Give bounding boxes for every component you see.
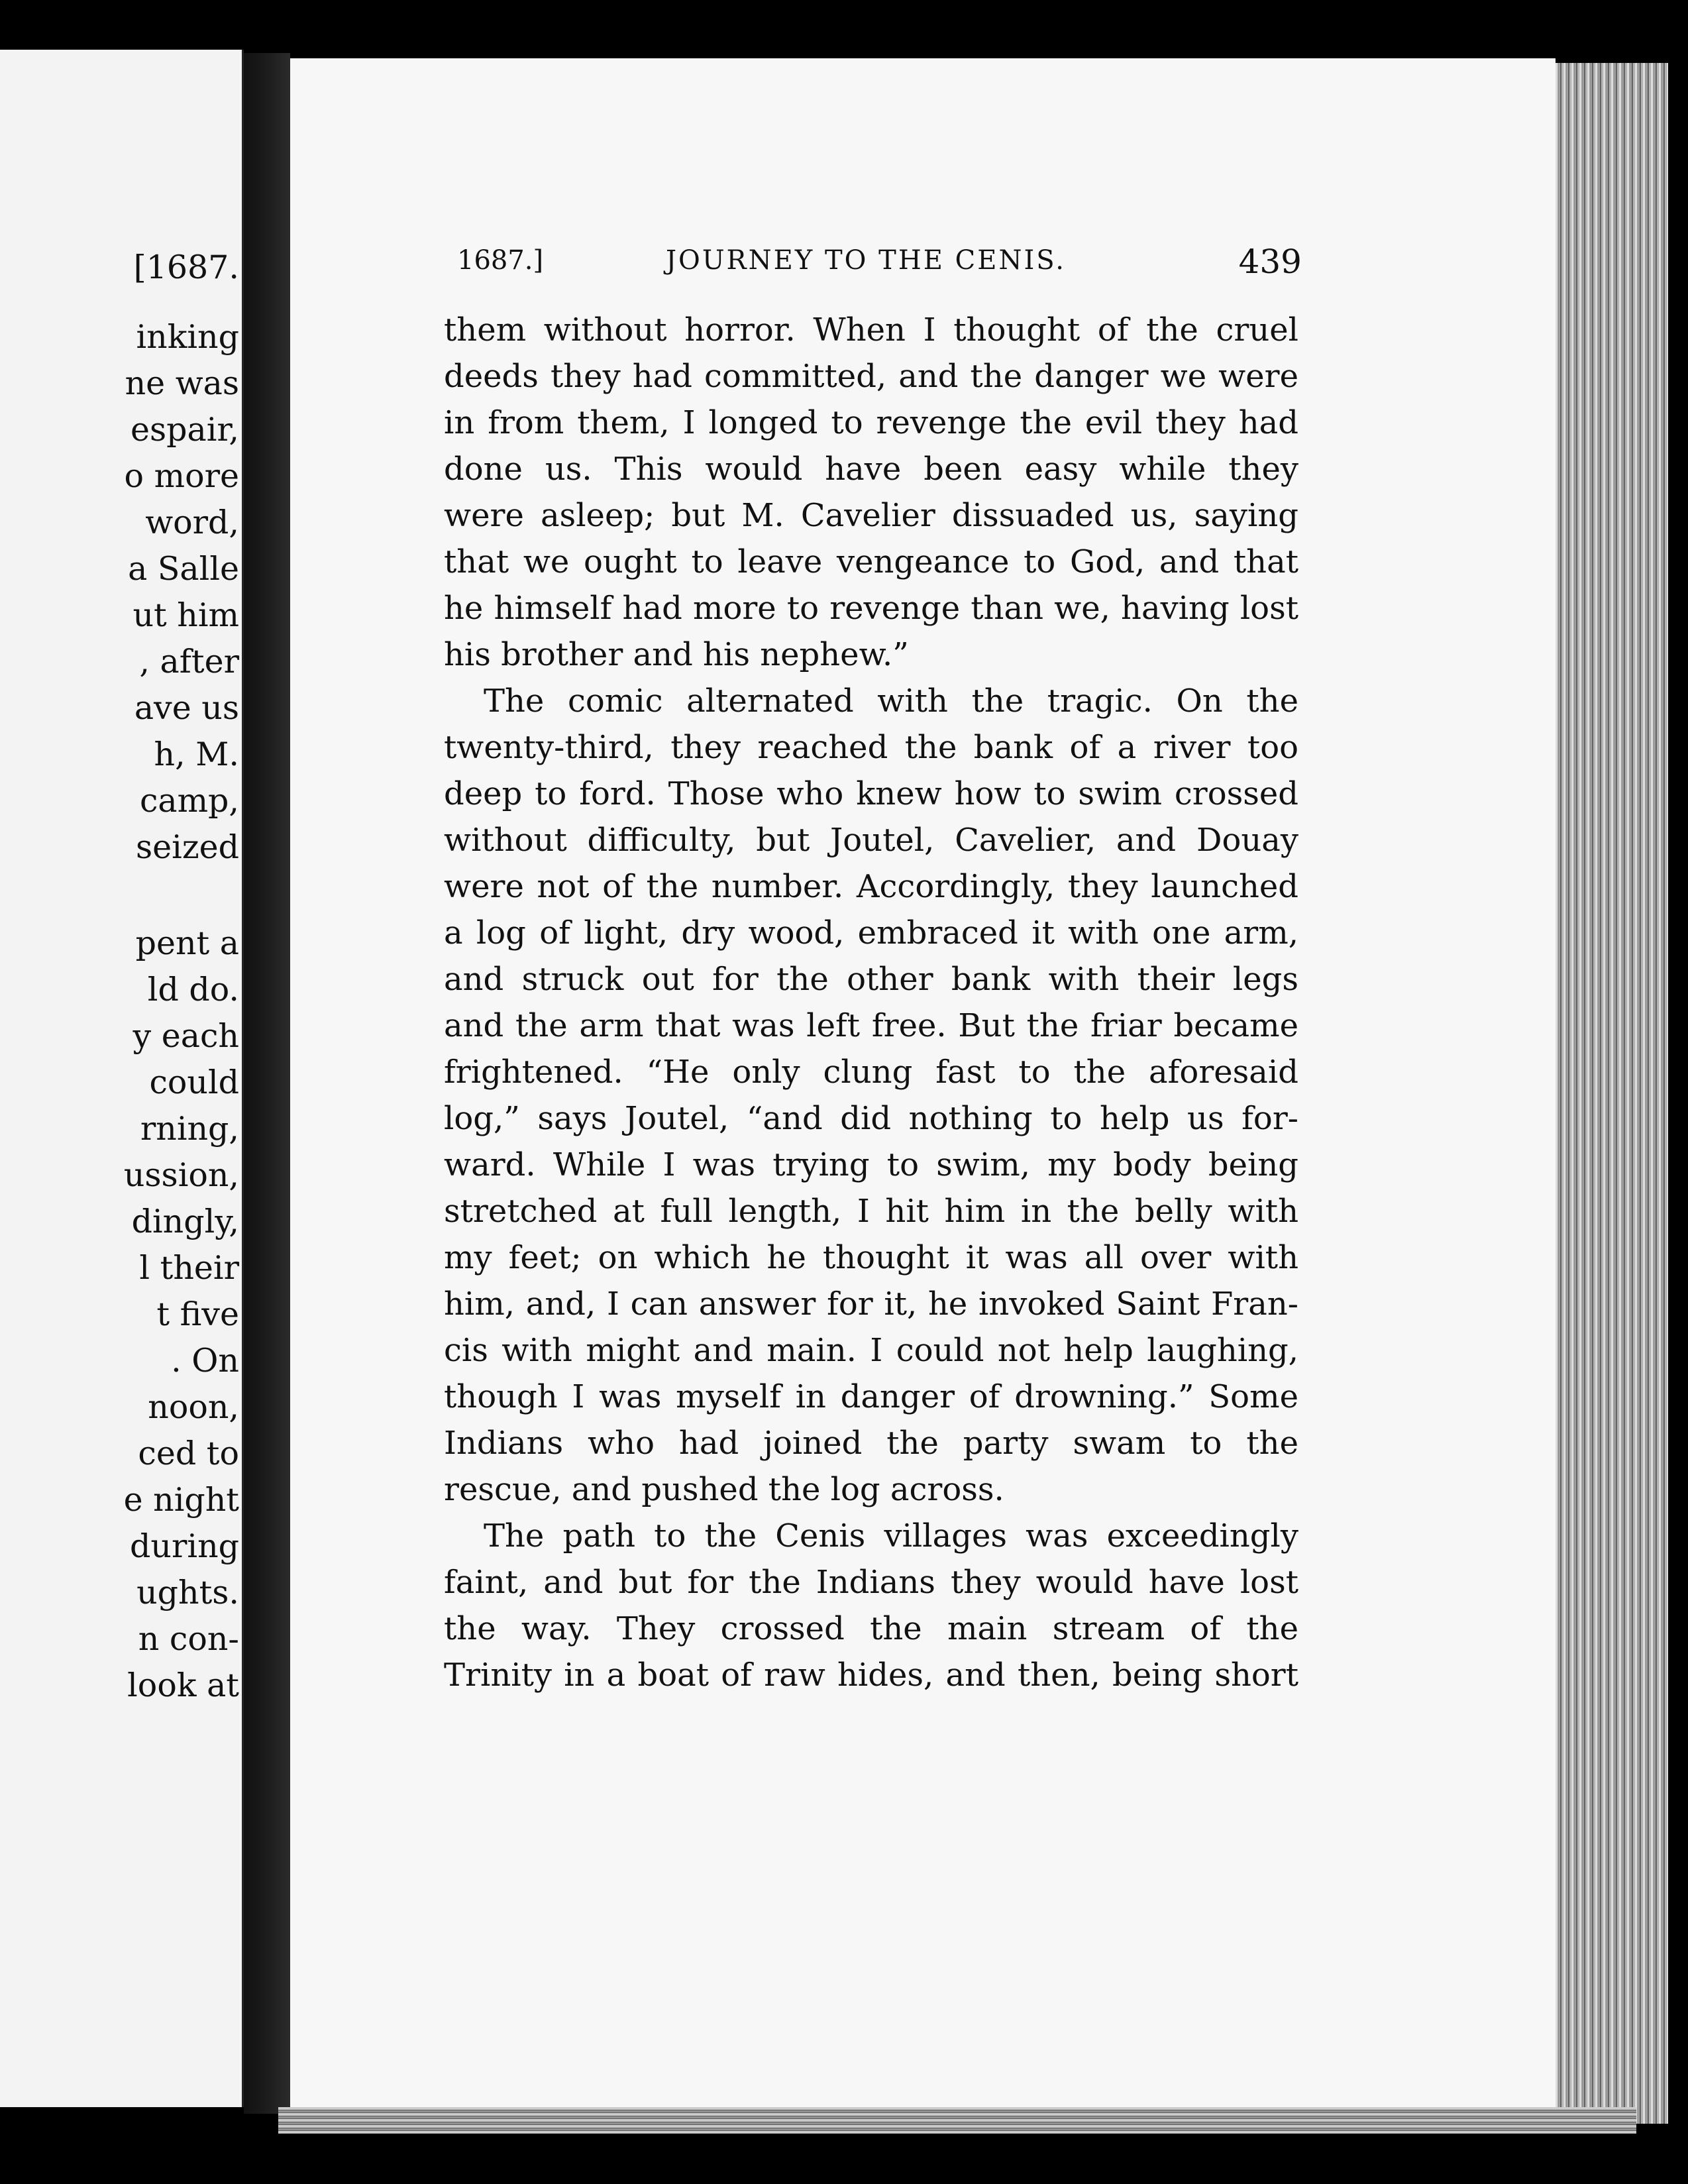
left-page-line: , after [139, 643, 239, 681]
page-edge [1556, 63, 1668, 2124]
left-page-line: rning, [140, 1110, 239, 1148]
book-gutter [244, 53, 290, 2114]
text-line: him, and, I can answer for it, he invoked Saint Fran- [444, 1285, 1298, 1323]
text-line: a log of light, dry wood, embraced it with one arm, [444, 914, 1298, 952]
left-page-line: y each [132, 1017, 239, 1055]
text-line: rescue, and pushed the log across. [444, 1471, 1004, 1508]
left-page-line: dingly, [131, 1203, 239, 1240]
left-page-line: l their [139, 1249, 239, 1287]
left-page-line: ave us [134, 689, 239, 727]
previous-page-fragment [0, 50, 244, 2107]
text-line: The path to the Cenis villages was exceedingly [484, 1517, 1298, 1555]
text-line: were asleep; but M. Cavelier dissuaded us, saying [444, 497, 1298, 534]
text-line: cis with might and main. I could not help laughing, [444, 1332, 1298, 1369]
text-line: stretched at full length, I hit him in the belly with [444, 1193, 1298, 1230]
left-page-line: pent a [135, 924, 239, 962]
text-line: frightened. “He only clung fast to the aforesaid [444, 1054, 1298, 1091]
text-line: ward. While I was trying to swim, my body being [444, 1146, 1298, 1183]
text-line: Trinity in a boat of raw hides, and then, being short [444, 1657, 1298, 1694]
text-line: the way. They crossed the main stream of the [444, 1610, 1298, 1647]
left-page-line: a Salle [128, 550, 239, 588]
running-head [457, 245, 1302, 285]
page-number: 439 [1238, 243, 1302, 281]
left-page-line: word, [145, 504, 239, 541]
text-line: were not of the number. Accordingly, they launched [444, 868, 1298, 905]
left-page-line: camp, [139, 782, 239, 820]
left-page-line: ne was [125, 364, 239, 402]
running-head-title: JOURNEY TO THE CENIS. [666, 245, 1066, 276]
left-page-line: ughts. [136, 1574, 239, 1611]
text-line: done us. This would have been easy while they [444, 451, 1298, 488]
text-line: The comic alternated with the tragic. On the [484, 682, 1298, 720]
left-page-line: . On [171, 1342, 239, 1380]
left-page-line: inking [136, 318, 239, 356]
left-page-line: ut him [132, 596, 239, 634]
left-page-line: o more [124, 457, 239, 495]
text-line: and struck out for the other bank with their legs [444, 961, 1298, 998]
text-line: log,” says Joutel, “and did nothing to help us for- [444, 1100, 1298, 1137]
left-page-line: seized [136, 828, 239, 866]
text-line: deeds they had committed, and the danger we were [444, 358, 1298, 395]
left-page-line: h, M. [154, 736, 239, 773]
text-line: his brother and his nephew.” [444, 636, 909, 673]
text-line: he himself had more to revenge than we, having lost [444, 590, 1298, 627]
text-line: and the arm that was left free. But the friar became [444, 1007, 1298, 1044]
text-line: that we ought to leave vengeance to God, and that [444, 543, 1298, 580]
left-page-line: noon, [148, 1388, 239, 1426]
left-page-line: ced to [138, 1435, 239, 1472]
text-line: deep to ford. Those who knew how to swim crossed [444, 775, 1298, 812]
text-line: them without horror. When I thought of the cruel [444, 311, 1298, 349]
left-page-line: ld do. [147, 971, 239, 1009]
text-line: faint, and but for the Indians they would have lost [444, 1564, 1298, 1601]
text-line: without difficulty, but Joutel, Cavelier, and Douay [444, 822, 1298, 859]
left-page-line: espair, [130, 411, 239, 449]
running-head-year: 1687.] [457, 245, 544, 276]
left-page-line: during [130, 1527, 239, 1565]
page-edge-bottom [278, 2107, 1636, 2134]
left-page-line: n con- [138, 1620, 239, 1658]
left-page-line: ussion, [123, 1156, 239, 1194]
text-line: my feet; on which he thought it was all over with [444, 1239, 1298, 1276]
text-line: in from them, I longed to revenge the evil they had [444, 404, 1298, 441]
text-line: twenty-third, they reached the bank of a river too [444, 729, 1298, 766]
text-line: though I was myself in danger of drowning.” Some [444, 1378, 1298, 1415]
left-page-line: could [149, 1064, 239, 1101]
left-page-line: [1687. [133, 248, 239, 286]
left-page-line: t five [156, 1295, 239, 1333]
left-page-line: e night [123, 1481, 239, 1519]
text-line: Indians who had joined the party swam to the [444, 1425, 1298, 1462]
left-page-line: look at [127, 1666, 239, 1704]
